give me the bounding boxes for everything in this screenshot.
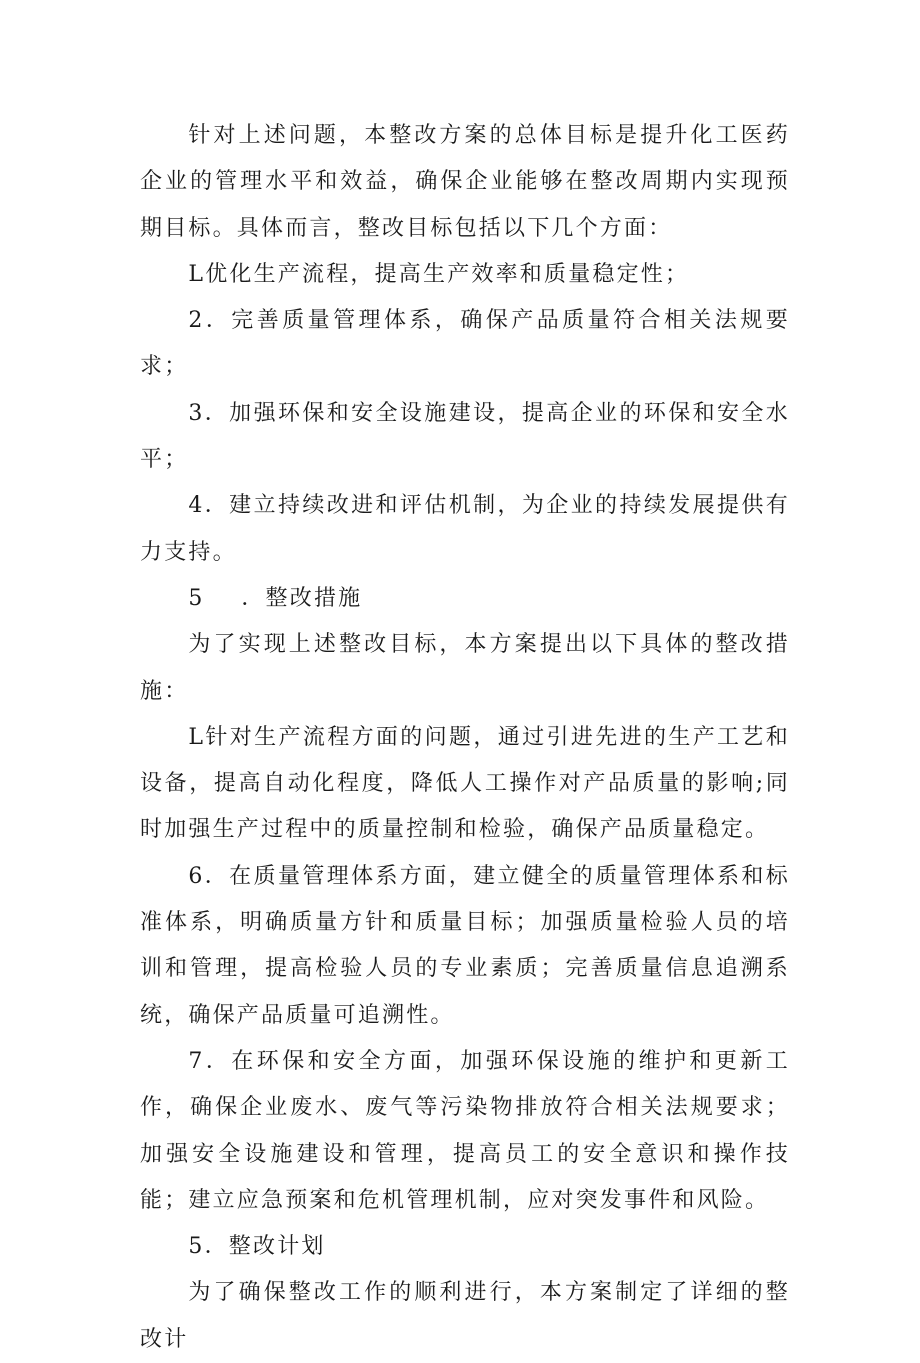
section-heading-measures: 5 ．整改措施 [188, 585, 363, 611]
paragraph-plan-intro: 为了确保整改工作的顺利进行，本方案制定了详细的整改计 [140, 1280, 790, 1352]
list-item-measure-production: L针对生产流程方面的问题，通过引进先进的生产工艺和设备，提高自动化程度，降低人工操作对产品质量的影响;同时加强生产过程中的质量控制和检验，确保产品质量稳定。 [140, 724, 790, 843]
list-item-goal-1: L优化生产流程，提高生产效率和质量稳定性； [188, 261, 690, 287]
list-item-goal-3: 3．加强环保和安全设施建设，提高企业的环保和安全水平； [140, 400, 790, 473]
list-item-goal-4: 4．建立持续改进和评估机制，为企业的持续发展提供有力支持。 [140, 493, 790, 565]
paragraph-measures-intro: 为了实现上述整改目标，本方案提出以下具体的整改措施： [140, 632, 790, 704]
paragraph-overall-goal: 针对上述问题，本整改方案的总体目标是提升化工医药企业的管理水平和效益，确保企业能够在整改周期内实现预期目标。具体而言，整改目标包括以下几个方面： [140, 123, 790, 241]
list-item-measure-quality: 6．在质量管理体系方面，建立健全的质量管理体系和标准体系，明确质量方针和质量目标；加强质量检验人员的培训和管理，提高检验人员的专业素质；完善质量信息追溯系统，确保产品质量可追溯性。 [140, 863, 790, 1028]
list-item-goal-2: 2．完善质量管理体系，确保产品质量符合相关法规要求； [140, 308, 790, 380]
list-item-measure-environment-safety: 7．在环保和安全方面，加强环保设施的维护和更新工作，确保企业废水、废气等污染物排放符合相关法规要求；加强安全设施建设和管理，提高员工的安全意识和操作技能；建立应急预案和危机管理机制，应对突发事件和风险。 [140, 1048, 790, 1213]
document-body [140, 113, 790, 1363]
section-heading-plan: 5．整改计划 [188, 1234, 326, 1260]
